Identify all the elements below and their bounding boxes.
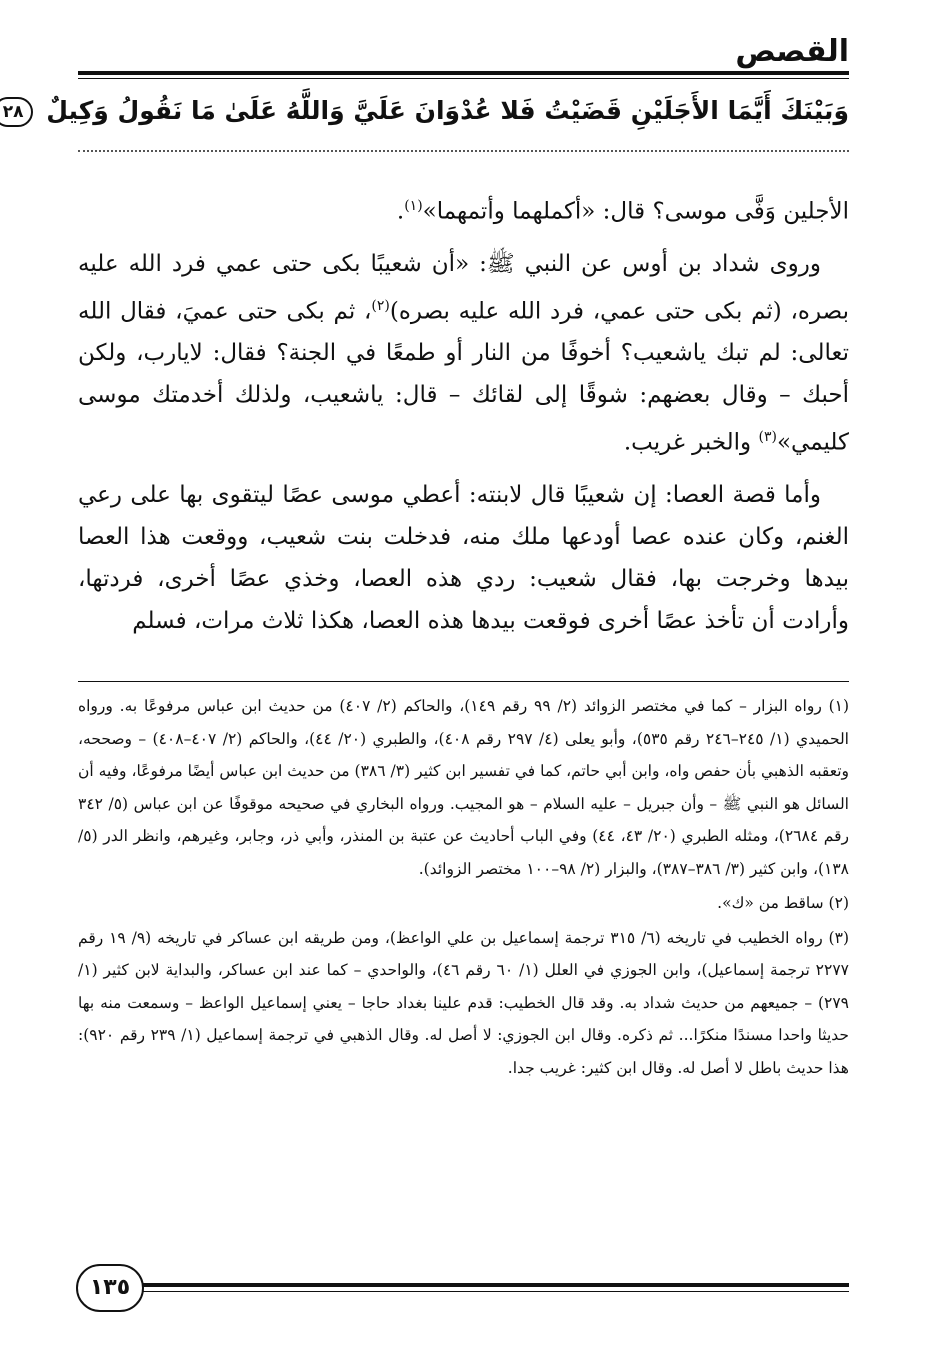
paragraph-3: وأما قصة العصا: إن شعيبًا قال لابنته: أعطي موسى عصًا ليتقوى بها على رعي الغنم، وكان عنده عصا أودعها ملك منه، فدخلت بنت شعيب، ووقعت هذا العصا بيدها وخرجت بها، فقال شعيب: ردي هذه العصا، وخذي عصًا أخرى، فردتها، وأرادت أن تأخذ عصًا أخرى فوقعت بيدها هذه العصا، هكذا ثلاث مرات، فسلم: [78, 481, 849, 634]
footnote-ref-3: (٣): [758, 429, 777, 446]
header-rule-thin: [78, 78, 849, 79]
footnote-ref-1: (١): [404, 198, 423, 214]
footnote-separator: [78, 681, 849, 682]
footnotes: [78, 690, 849, 1086]
footer-rule-thick: [142, 1283, 849, 1287]
footnote-ref-2: (٢): [371, 297, 390, 314]
verse-separator: [78, 150, 849, 152]
ayah-number-marker: ٢٨: [0, 97, 33, 127]
quran-verse-text: وَبَيْنَكَ أَيَّمَا الأَجَلَيْنِ قَضَيْتُ فَلا عُدْوَانَ عَلَيَّ وَاللَّهُ عَلَىٰ مَا نَقُولُ وَكِيلٌ: [46, 96, 849, 125]
paragraph-2: وروى شداد بن أوس عن النبي ﷺ: «أن شعيبًا بكى حتى عمي فرد الله عليه بصره، (ثم بكى حتى عمي، فرد الله عليه بصره)$^{(٢)}$، ثم بكى حتى عميَ، فقال الله تعالى: لم تبك ياشعيب؟ أخوفًا من النار أو طمعًا في الجنة؟ فقال: لايارب، ولكن أحبك – وقال بعضهم: شوقًا إلى لقائك – قال: ياشعيب، ولذلك أخدمتك موسى كليمي»$^{(٣)}$ والخبر غريب.: [78, 250, 850, 456]
quran-verse-line: [2, 86, 849, 136]
header-rule-thick: [78, 71, 849, 75]
surah-title: القصص: [735, 34, 849, 69]
paragraph-1: الأجلين وَفَّى موسى؟ قال: «أكملهما وأتمهما»$^{(١)}$.: [396, 198, 849, 225]
footnote-2: (٢) ساقط من «ك».: [717, 894, 849, 912]
page-number: ١٣٥: [76, 1264, 144, 1312]
main-text: [78, 185, 849, 652]
footnote-3: (٣) رواه الخطيب في تاريخه (٦/ ٣١٥ ترجمة إسماعيل بن علي الواعظ)، ومن طريقه ابن عساكر في تاريخه (٩/ ١٩ رقم ٢٢٧٧ ترجمة إسماعيل)، وابن الجوزي في العلل (١/ ٦٠ رقم ٤٦)، والواحدي – كما عند ابن عساكر، والبداية لابن كثير (١/ ٢٧٩) – جميعهم من حديث شداد به. وقد قال الخطيب: قدم علينا بغداد حاجا – يعني إسماعيل الواعظ – وسمعت منه بها حديثا واحدا مسندًا منكرًا... ثم ذكره. وقال ابن الجوزي: لا أصل له. وقال الذهبي في ترجمة إسماعيل (١/ ٢٣٩ رقم ٩٢٠): هذا حديث باطل لا أصل له. وقال ابن كثير: غريب جدا.: [78, 928, 849, 1077]
footer-rule-thin: [142, 1291, 849, 1292]
footnote-1: (١) رواه البزار – كما في مختصر الزوائد (٢/ ٩٩ رقم ١٤٩)، والحاكم (٢/ ٤٠٧) من حديث ابن عباس مرفوعًا به. ورواه الحميدي (١/ ٢٤٥–٢٤٦ رقم ٥٣٥)، وأبو يعلى (٤/ ٢٩٧ رقم ٤٠٨)، والطبري (٢٠/ ٤٤)، والحاكم (٢/ ٤٠٧–٤٠٨) – وصححه، وتعقبه الذهبي بأن حفص واه، وابن أبي حاتم، كما في تفسير ابن كثير (٣/ ٣٨٦) من حديث ابن عباس أيضًا مرفوعًا، وفيه أن السائل هو النبي ﷺ – وأن جبريل – عليه السلام – هو المجيب. ورواه البخاري في صحيحه موقوفًا عن ابن عباس (٥/ ٣٤٢ رقم ٢٦٨٤)، ومثله الطبري (٢٠/ ٤٣، ٤٤) وفي الباب أحاديث عن عتبة بن المنذر، وأبي ذر، وجابر، وغيرهم، وانظر الدر (٥/ ١٣٨)، وابن كثير (٣/ ٣٨٦–٣٨٧)، والبزار (٢/ ٩٨–١٠٠ مختصر الزوائد).: [78, 697, 850, 878]
